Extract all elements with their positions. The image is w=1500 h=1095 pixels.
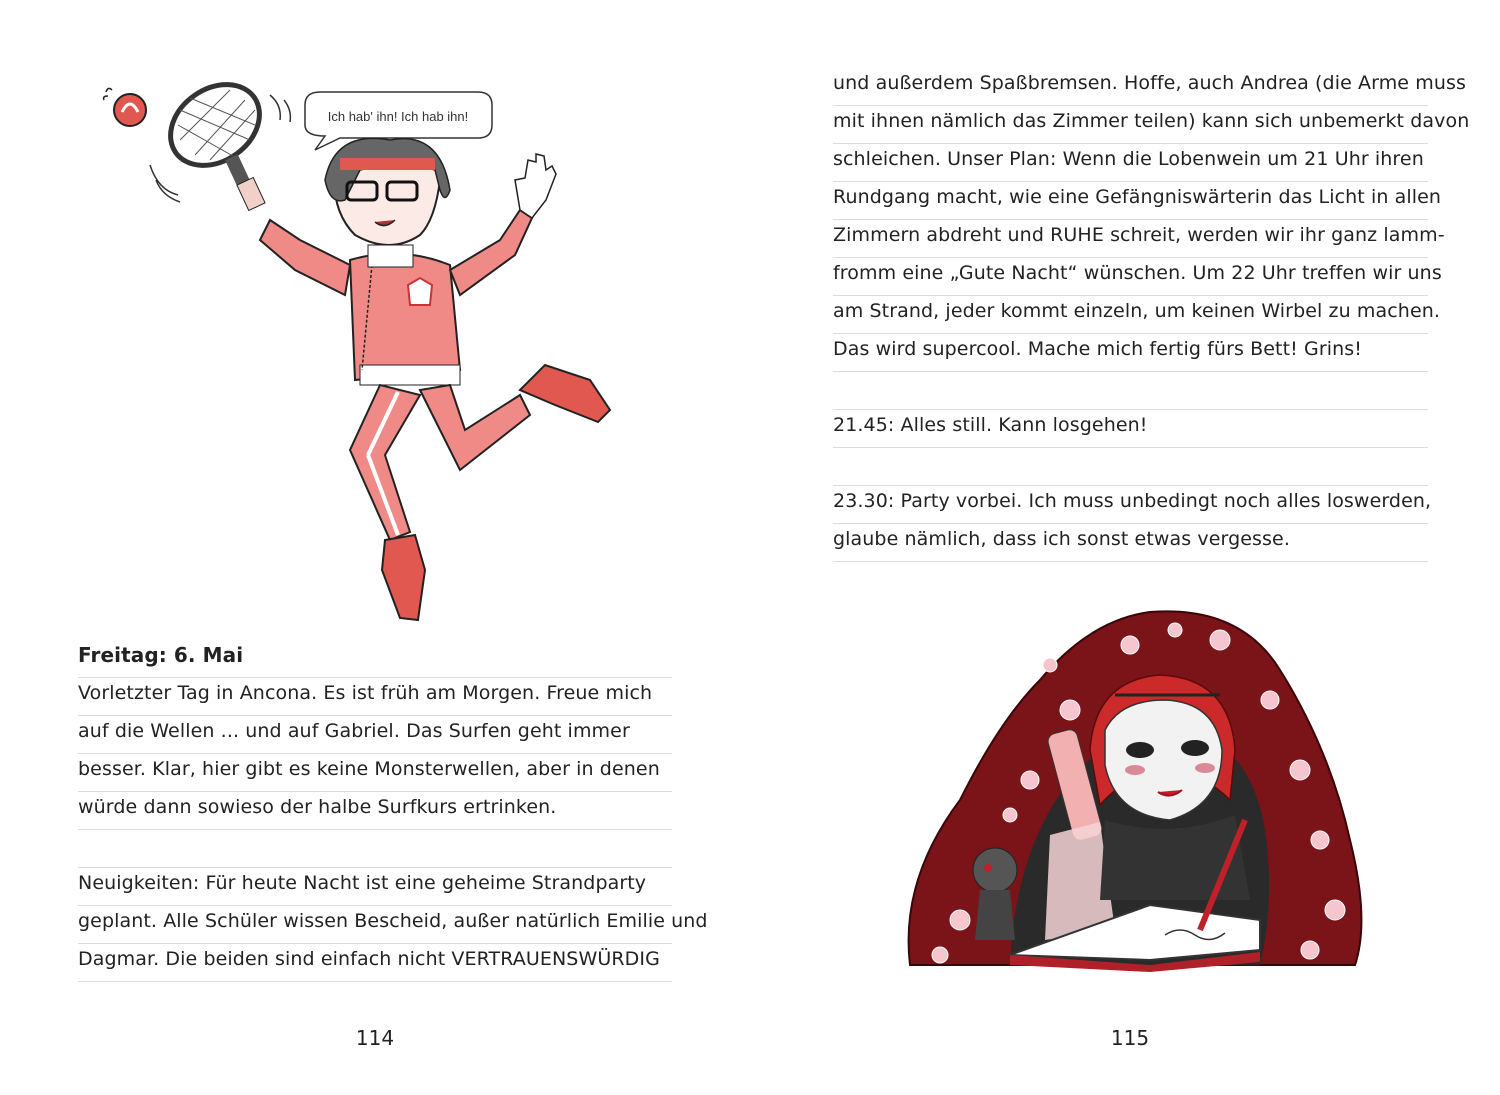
text-line: würde dann sowieso der halbe Surfkurs ertrinken.: [78, 792, 672, 830]
text-line: 21.45: Alles still. Kann losgehen!: [833, 410, 1428, 448]
right-page: [750, 0, 1500, 1095]
girl-writing-under-blanket-illustration: [900, 600, 1370, 975]
text-line: fromm eine „Gute Nacht“ wünschen. Um 22 Uhr treffen wir uns: [833, 258, 1428, 296]
text-line: am Strand, jeder kommt einzeln, um keinen Wirbel zu machen.: [833, 296, 1428, 334]
text-line: und außerdem Spaßbremsen. Hoffe, auch Andrea (die Arme muss: [833, 68, 1428, 106]
right-page-text: [833, 68, 1470, 562]
tennis-player-illustration: [100, 70, 620, 630]
text-line: schleichen. Unser Plan: Wenn die Lobenwein um 21 Uhr ihren: [833, 144, 1428, 182]
text-line: auf die Wellen ... und auf Gabriel. Das Surfen geht immer: [78, 716, 672, 754]
speech-bubble-text: Ich hab' ihn! Ich hab ihn!: [327, 109, 469, 124]
page-number: 114: [355, 1026, 395, 1050]
text-line: Neuigkeiten: Für heute Nacht ist eine geheime Strandparty: [78, 868, 672, 906]
text-line: Zimmern abdreht und RUHE schreit, werden wir ihr ganz lamm-: [833, 220, 1428, 258]
text-line: glaube nämlich, dass ich sonst etwas vergesse.: [833, 524, 1428, 562]
text-line: Rundgang macht, wie eine Gefängniswärterin das Licht in allen: [833, 182, 1428, 220]
blank-line: [833, 372, 1428, 410]
page-number: 115: [1110, 1026, 1150, 1050]
text-line: mit ihnen nämlich das Zimmer teilen) kann sich unbemerkt davon: [833, 106, 1428, 144]
text-line: Dagmar. Die beiden sind einfach nicht VERTRAUENSWÜRDIG: [78, 944, 672, 982]
left-page-text: [78, 640, 708, 982]
text-line: Vorletzter Tag in Ancona. Es ist früh am Morgen. Freue mich: [78, 678, 672, 716]
text-line: 23.30: Party vorbei. Ich muss unbedingt noch alles loswerden,: [833, 486, 1428, 524]
text-line: Das wird supercool. Mache mich fertig fürs Bett! Grins!: [833, 334, 1428, 372]
date-heading: Freitag: 6. Mai: [78, 640, 672, 678]
text-line: besser. Klar, hier gibt es keine Monsterwellen, aber in denen: [78, 754, 672, 792]
blank-line: [833, 448, 1428, 486]
text-line: geplant. Alle Schüler wissen Bescheid, außer natürlich Emilie und: [78, 906, 672, 944]
blank-line: [78, 830, 672, 868]
